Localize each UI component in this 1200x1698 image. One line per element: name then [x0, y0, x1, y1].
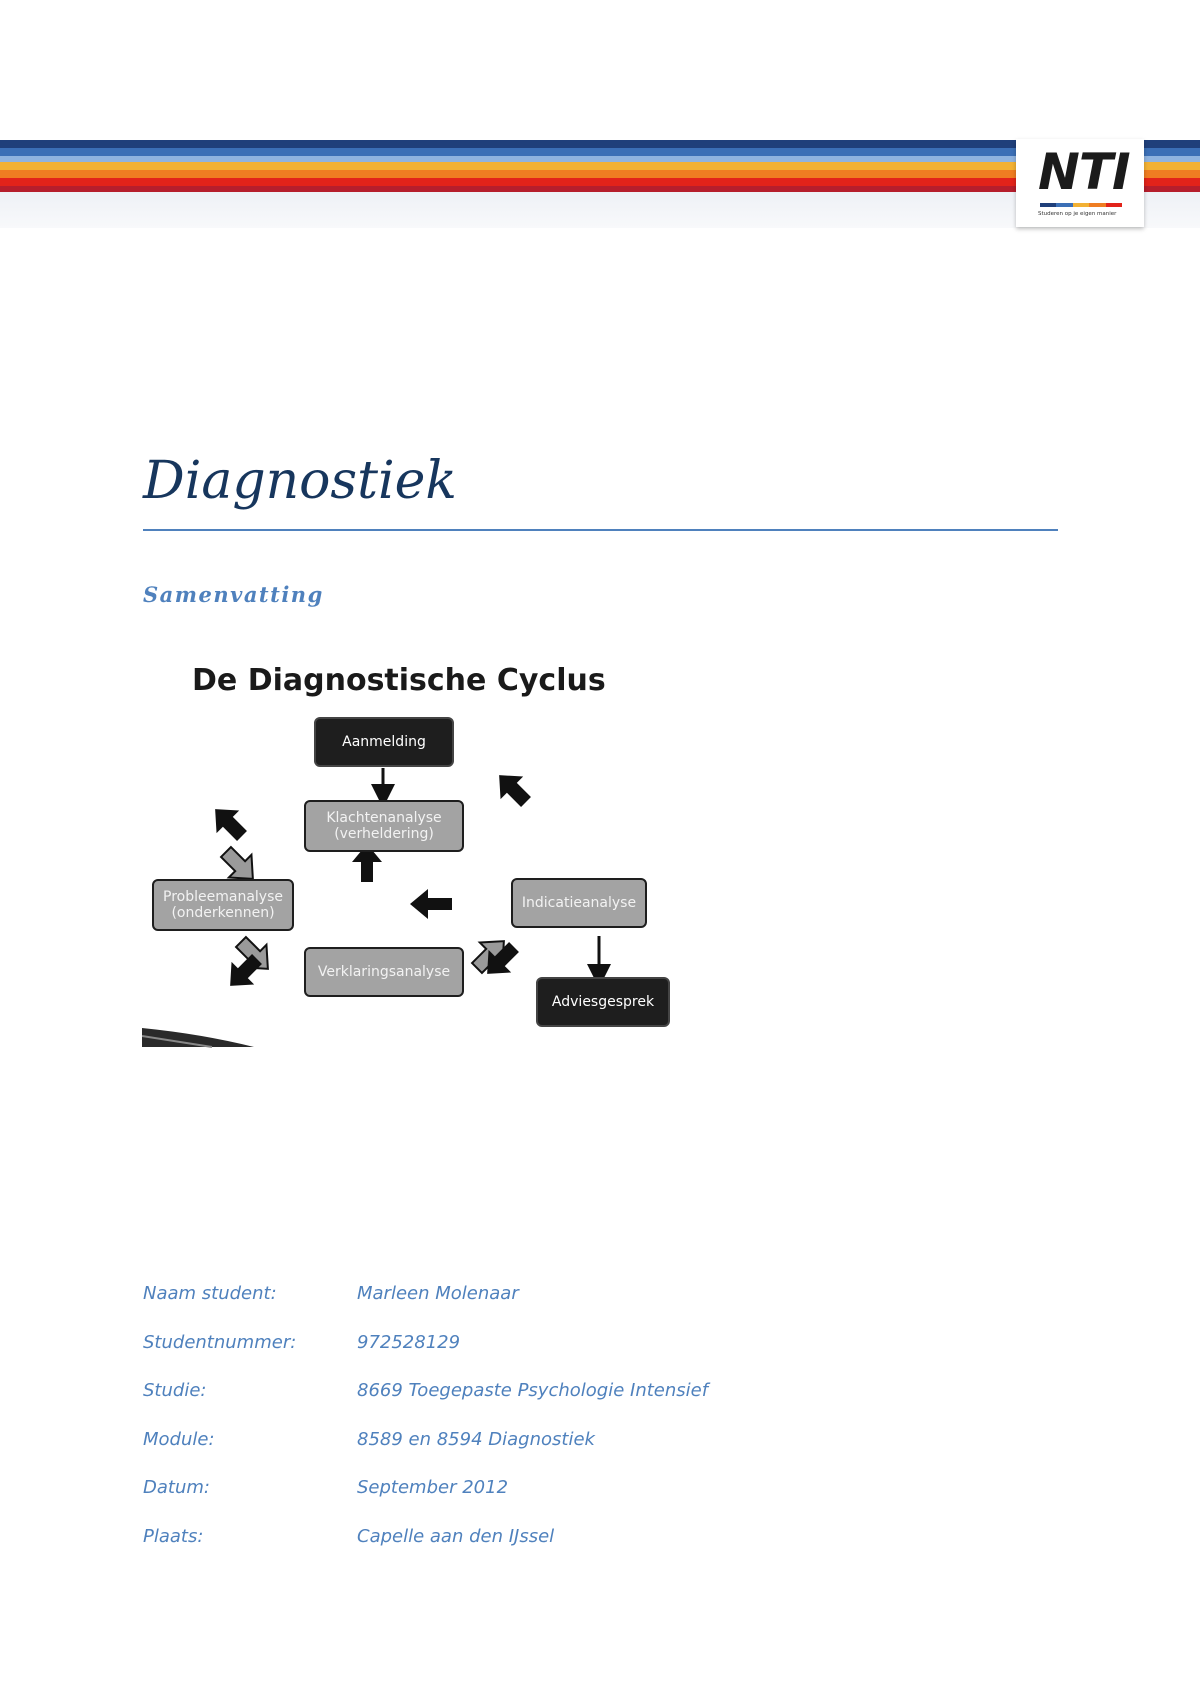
- nti-logo: [1016, 139, 1144, 227]
- info-value: 8589 en 8594 Diagnostiek: [357, 1428, 595, 1450]
- logo-text: NTI: [1038, 143, 1130, 201]
- info-value: Marleen Molenaar: [357, 1283, 519, 1304]
- info-value: September 2012: [357, 1477, 509, 1499]
- node-klachtenanalyse: Klachtenanalyse (verheldering): [304, 800, 464, 852]
- info-label: Studentnummer:: [143, 1331, 297, 1353]
- info-label: Studie:: [143, 1380, 207, 1402]
- logo-tagline: Studeren op je eigen manier: [1038, 211, 1117, 217]
- diagnostic-cycle-diagram: [142, 650, 682, 1050]
- title-rule: [143, 529, 1058, 531]
- node-aanmelding: Aanmelding: [314, 717, 454, 767]
- info-label: Datum:: [143, 1477, 210, 1499]
- arrow-left-center: [410, 889, 452, 919]
- info-value: 8669 Toegepaste Psychologie Intensief: [357, 1380, 709, 1402]
- info-value: Capelle aan den IJssel: [357, 1525, 555, 1547]
- node-adviesgesprek: Adviesgesprek: [536, 977, 670, 1027]
- info-value: 972528129: [357, 1331, 461, 1353]
- logo-color-bar: [1040, 203, 1122, 207]
- arrow-pair-topleft-dark: [204, 798, 253, 847]
- document-subtitle: Samenvatting: [143, 582, 324, 607]
- document-title: Diagnostiek: [143, 451, 457, 511]
- node-probleemanalyse: Probleemanalyse (onderkennen): [152, 879, 294, 931]
- diagram-title: De Diagnostische Cyclus: [192, 663, 606, 698]
- info-label: Naam student:: [143, 1283, 277, 1304]
- node-verklaringsanalyse: Verklaringsanalyse: [304, 947, 464, 997]
- info-label: Module:: [143, 1428, 215, 1450]
- node-indicatieanalyse: Indicatieanalyse: [511, 878, 647, 928]
- info-label: Plaats:: [143, 1525, 204, 1547]
- arrow-topright: [488, 764, 537, 813]
